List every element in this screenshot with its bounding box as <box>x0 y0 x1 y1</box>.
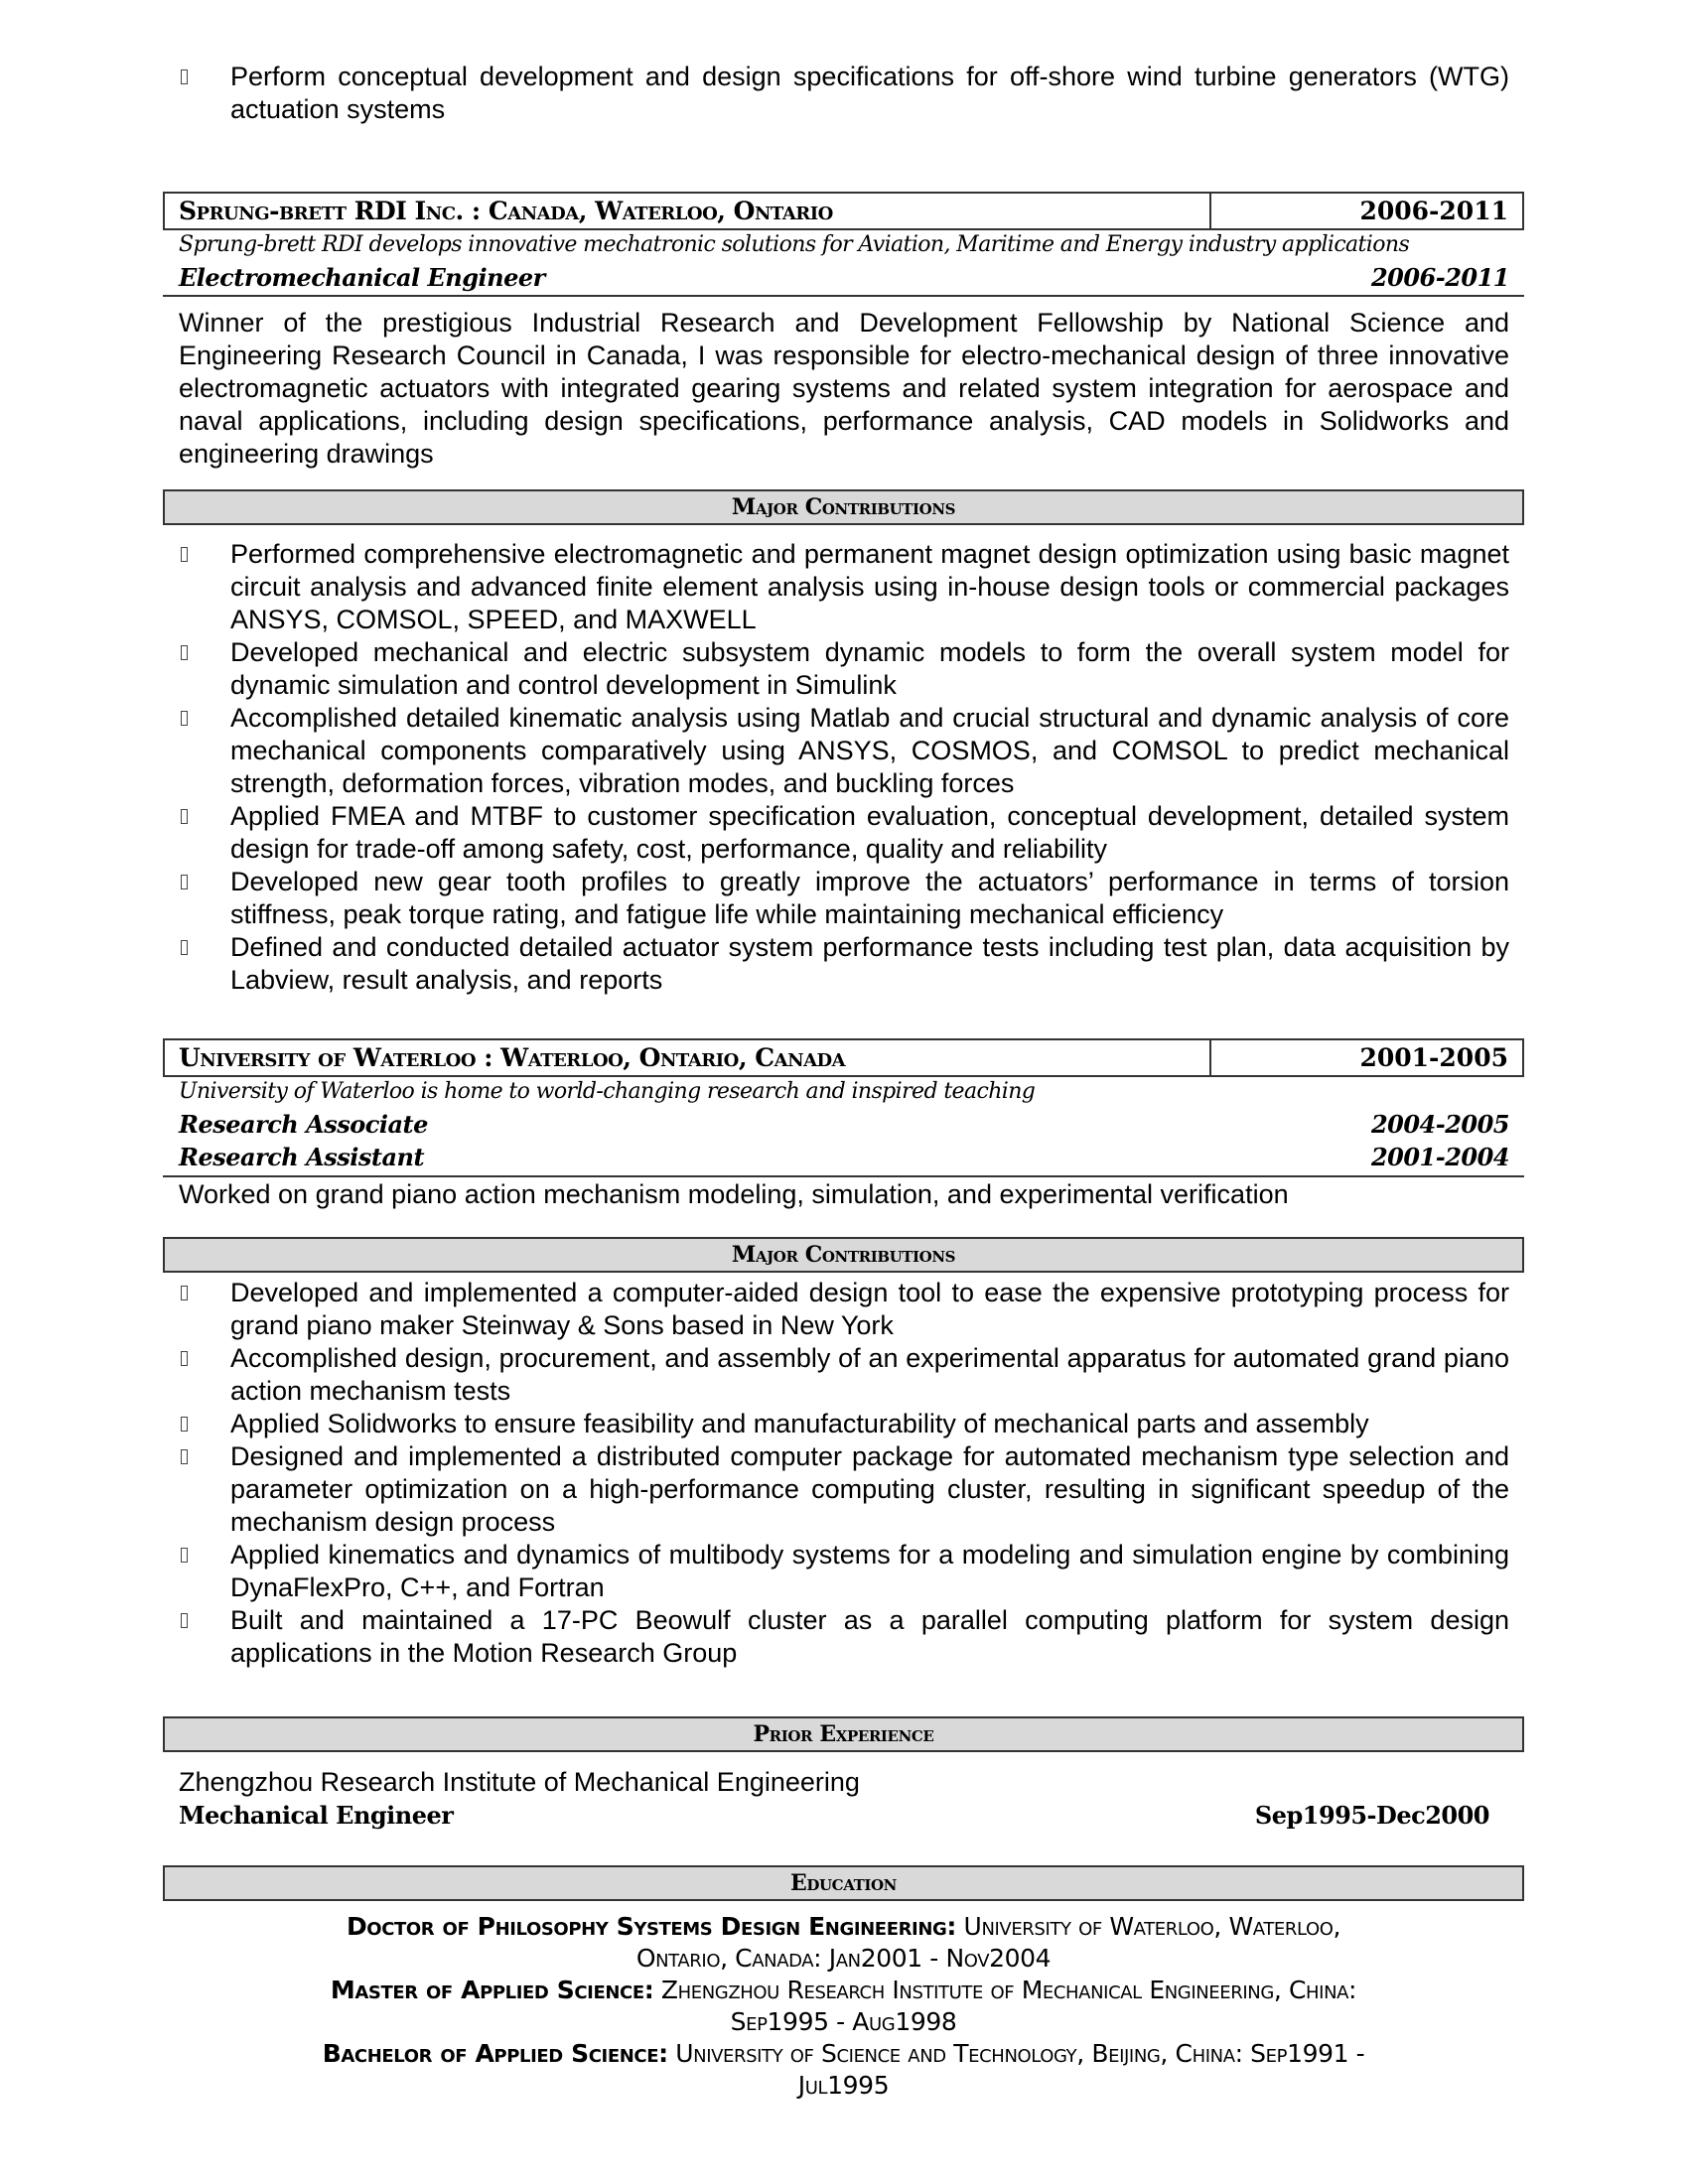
list-item <box>177 1539 1509 1604</box>
list-item <box>177 1277 1509 1342</box>
section-header-major-contributions: Major Contributions <box>163 1237 1524 1273</box>
bullet-icon <box>181 1613 188 1628</box>
company-header-waterloo <box>163 1038 1524 1077</box>
education-line: Jul1995 <box>797 2071 890 2100</box>
bullet-text: Performed comprehensive electromagnetic and permanent magnet design optimization using basic magnet circuit analysis and advanced finite element analysis using in-house design tools or commercial packages ANSYS, COMSOL, SPEED, and MAXWELL <box>230 539 1509 634</box>
list-item <box>177 702 1509 800</box>
list-item <box>177 1408 1509 1440</box>
degree-name: Bachelor of Applied Science: <box>322 2039 668 2068</box>
section-header-major-contributions: Major Contributions <box>163 489 1524 525</box>
role-title: Research Associate <box>179 1110 428 1139</box>
top-bullet-list <box>177 61 1509 126</box>
bullet-text: Developed and implemented a computer-aided design tool to ease the expensive prototyping process for grand piano maker Steinway & Sons based in New York <box>230 1278 1509 1340</box>
bullet-text: Defined and conducted detailed actuator system performance tests including test plan, data acquisition by Labview, result analysis, and reports <box>230 932 1509 995</box>
company-years: 2001-2005 <box>1209 1040 1522 1075</box>
company-years: 2006-2011 <box>1209 194 1522 228</box>
bullet-icon <box>181 69 188 84</box>
contributions-list <box>177 538 1509 997</box>
section-header-education: Education <box>163 1865 1524 1901</box>
role-years: 2006-2011 <box>1370 263 1509 292</box>
prior-role-row <box>179 1800 1489 1832</box>
role-years: 2001-2004 <box>1370 1143 1509 1171</box>
job-summary: Worked on grand piano action mechanism modeling, simulation, and experimental verification <box>179 1179 1289 1209</box>
company-tagline: Sprung-brett RDI develops innovative mechatronic solutions for Aviation, Maritime and Energy industry applications <box>179 232 1410 257</box>
bullet-icon <box>181 1417 188 1432</box>
list-item <box>177 931 1509 997</box>
role-row <box>179 262 1509 294</box>
list-item <box>177 538 1509 636</box>
company-name: Sprung-brett RDI Inc. : Canada, Waterloo, Ontario <box>179 197 833 225</box>
education-entry <box>163 1911 1524 1975</box>
divider <box>163 295 1524 297</box>
company-name: University of Waterloo : Waterloo, Ontario, Canada <box>179 1043 846 1072</box>
bullet-text: Designed and implemented a distributed computer package for automated mechanism type selection and parameter optimization on a high-performance computing cluster, resulting in significant speedup of the mechanism design process <box>230 1441 1509 1537</box>
education-entry <box>163 2038 1524 2102</box>
bullet-text: Applied Solidworks to ensure feasibility and manufacturability of mechanical parts and assembly <box>230 1409 1369 1438</box>
education-line: Sep1995 - Aug1998 <box>730 2007 957 2036</box>
bullet-text: Applied kinematics and dynamics of multibody systems for a modeling and simulation engine by combining DynaFlexPro, C++, and Fortran <box>230 1540 1509 1602</box>
degree-name: Doctor of Philosophy Systems Design Engineering: <box>346 1912 956 1941</box>
education-entry <box>163 1975 1524 2038</box>
prior-role-dates: Sep1995-Dec2000 <box>1254 1801 1489 1830</box>
degree-name: Master of Applied Science: <box>330 1976 654 2004</box>
degree-institution: University of Waterloo, Waterloo, <box>956 1912 1341 1941</box>
company-tagline: University of Waterloo is home to world-changing research and inspired teaching <box>179 1079 1036 1104</box>
list-item <box>177 61 1509 126</box>
bullet-icon <box>181 547 188 562</box>
bullet-icon <box>181 940 188 955</box>
divider <box>163 1175 1524 1177</box>
education-line <box>163 1975 1524 2006</box>
job-summary: Winner of the prestigious Industrial Research and Development Fellowship by National Science and Engineering Research Council in Canada, I was responsible for electro-mechanical design of three innovative electromagnetic actuators with integrated gearing systems and related system integration for aerospace and naval applications, including design specifications, performance analysis, CAD models in Solidworks and engineering drawings <box>179 308 1509 469</box>
bullet-text: Applied FMEA and MTBF to customer specification evaluation, conceptual development, detailed system design for trade-off among safety, cost, performance, quality and reliability <box>230 801 1509 864</box>
bullet-text: Accomplished detailed kinematic analysis using Matlab and crucial structural and dynamic analysis of core mechanical components comparatively using ANSYS, COSMOS, and COMSOL to predict mechanical strength, deformation forces, vibration modes, and buckling forces <box>230 703 1509 798</box>
list-item <box>177 800 1509 866</box>
list-item <box>177 1604 1509 1670</box>
bullet-text: Perform conceptual development and design specifications for off-shore wind turbine generators (WTG) actuation systems <box>230 62 1509 124</box>
list-item <box>177 1342 1509 1408</box>
education-line <box>163 2038 1524 2070</box>
bullet-icon <box>181 1548 188 1563</box>
section-header-prior-experience: Prior Experience <box>163 1716 1524 1752</box>
bullet-text: Built and maintained a 17-PC Beowulf cluster as a parallel computing platform for system design applications in the Motion Research Group <box>230 1605 1509 1668</box>
prior-role-title: Mechanical Engineer <box>179 1801 454 1830</box>
list-item <box>177 866 1509 931</box>
bullet-icon <box>181 1286 188 1300</box>
bullet-icon <box>181 711 188 726</box>
list-item <box>177 1440 1509 1539</box>
bullet-icon <box>181 645 188 660</box>
bullet-icon <box>181 1351 188 1366</box>
bullet-text: Developed mechanical and electric subsystem dynamic models to form the overall system model for dynamic simulation and control development in Simulink <box>230 637 1509 700</box>
education-line: Ontario, Canada: Jan2001 - Nov2004 <box>635 1944 1052 1973</box>
bullet-icon <box>181 809 188 824</box>
bullet-icon <box>181 875 188 889</box>
prior-organization: Zhengzhou Research Institute of Mechanical Engineering <box>179 1767 860 1797</box>
bullet-icon <box>181 1449 188 1464</box>
role-row <box>179 1109 1509 1141</box>
bullet-text: Developed new gear tooth profiles to greatly improve the actuators’ performance in terms of torsion stiffness, peak torque rating, and fatigue life while maintaining mechanical efficiency <box>230 867 1509 929</box>
bullet-text: Accomplished design, procurement, and assembly of an experimental apparatus for automated grand piano action mechanism tests <box>230 1343 1509 1406</box>
company-header-sprung <box>163 192 1524 230</box>
role-years: 2004-2005 <box>1370 1110 1509 1139</box>
role-row <box>179 1142 1509 1173</box>
degree-institution: University of Science and Technology, Beijing, China: Sep1991 - <box>667 2039 1365 2068</box>
degree-institution: Zhengzhou Research Institute of Mechanical Engineering, China: <box>653 1976 1357 2004</box>
contributions-list <box>177 1277 1509 1670</box>
role-title: Research Assistant <box>179 1143 425 1171</box>
role-title: Electromechanical Engineer <box>179 263 545 292</box>
list-item <box>177 636 1509 702</box>
education-line <box>163 1911 1524 1943</box>
